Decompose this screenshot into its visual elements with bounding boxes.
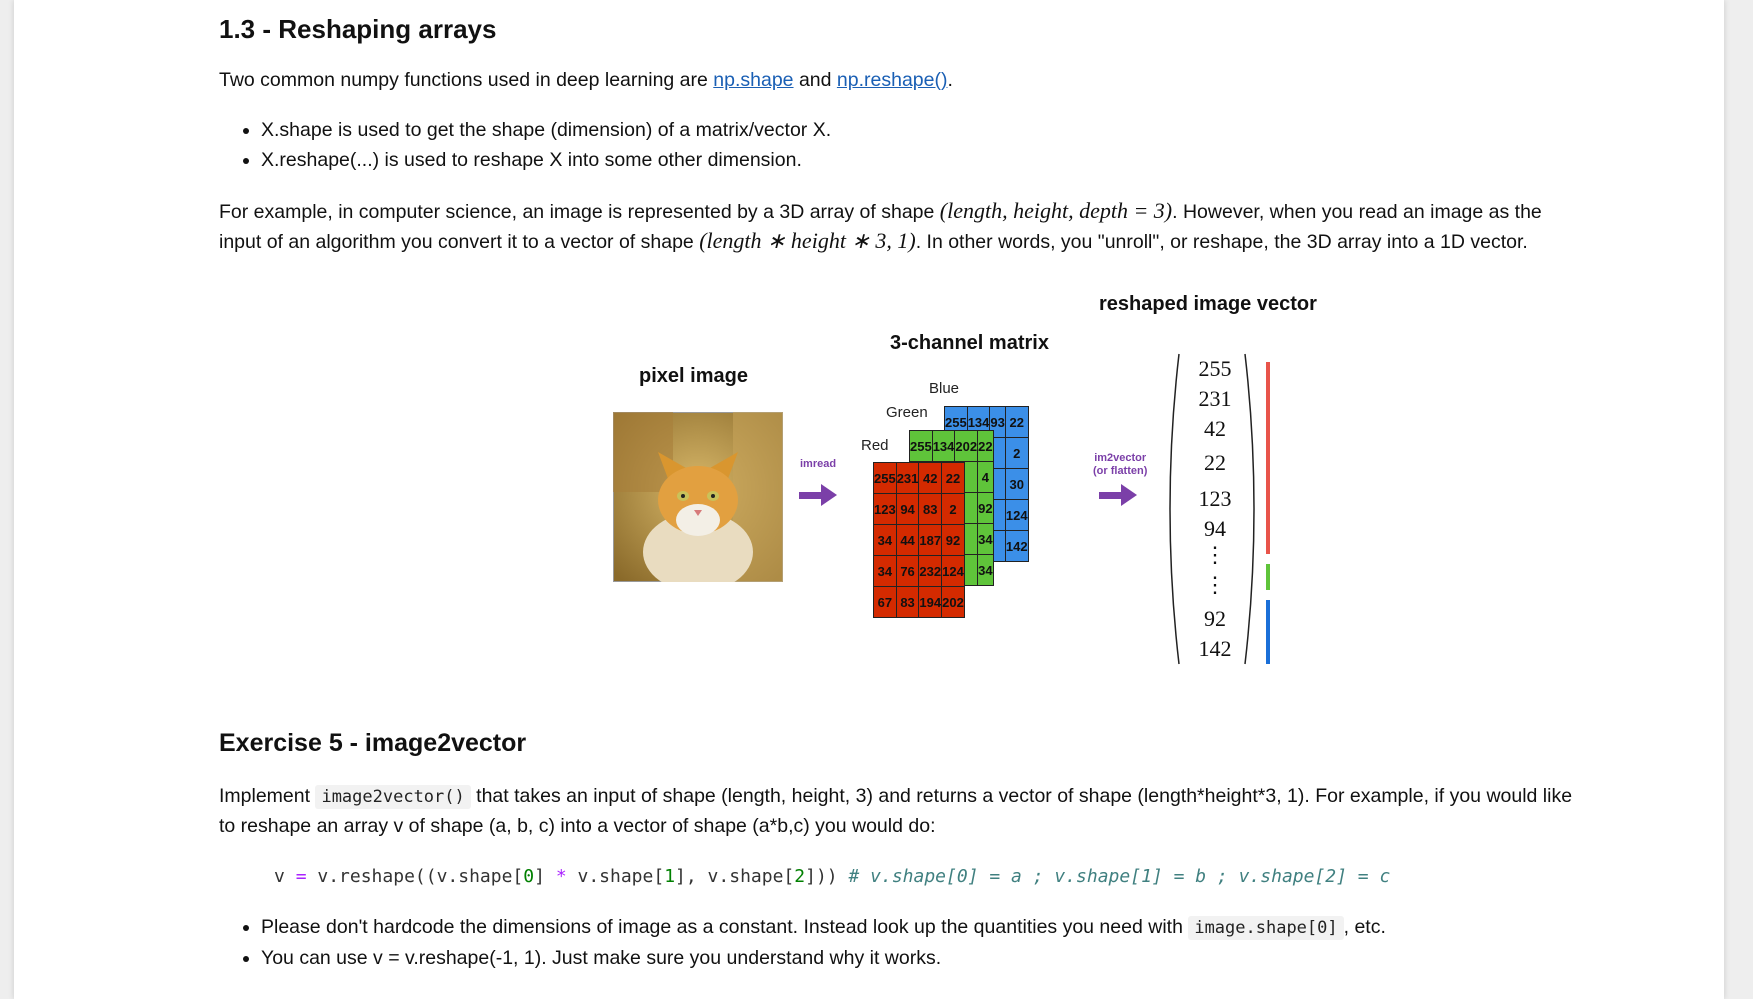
red-channel-label: Red [861,437,889,454]
list-item: • You can use v = v.reshape(-1, 1). Just make sure you understand why it works. [261,943,1386,973]
inline-code: image.shape[0] [1188,916,1343,940]
red-channel-cell: 187 [919,525,942,556]
list-item: • X.reshape(...) is used to reshape X into some other dimension. [261,145,831,175]
blue-channel-cell: 30 [1005,469,1028,500]
vector-value: 123 [1198,486,1232,511]
green-channel-cell: 34 [978,524,993,555]
imread-label: imread [800,458,837,470]
green-channel-cell: 202 [955,431,978,462]
imread-arrow-icon [799,482,839,508]
vector-value: 22 [1204,450,1226,475]
exercise-bullets [239,912,1386,973]
green-channel-row [910,431,994,462]
blue-channel-cell: 124 [1005,500,1028,531]
np-reshape-link[interactable]: np.reshape() [836,69,948,91]
red-channel-cell: 255 [874,463,897,494]
vector-value: ⋮ [1204,572,1226,597]
exercise-heading: Exercise 5 - image2vector [219,729,527,757]
red-channel-row [874,556,965,587]
red-channel-cell: 76 [896,556,919,587]
red-channel-row [874,587,965,618]
green-channel-cell: 92 [978,493,993,524]
blue-channel-cell: 134 [967,407,990,438]
red-channel-cell: 83 [896,587,919,618]
red-channel-cell: 94 [896,494,919,525]
inline-code: image2vector() [315,785,470,809]
exercise-paragraph-line-1: Implement image2vector() that takes an input of shape (length, height, 3) and returns a vector of shape (length*height*3, 1). For example, if you would like [219,785,1573,807]
red-channel-row [874,494,965,525]
list-item: • Please don't hardcode the dimensions of image as a constant. Instead look up the quantities you need with image.shape[0] , etc. [261,912,1386,943]
red-channel-cell: 22 [942,463,965,494]
green-channel-cell: 22 [978,431,993,462]
example-line-1: For example, in computer science, an image is represented by a 3D array of shape (length, height, depth = 3). However, when you read an image as the [219,198,1542,223]
im2vector-label: im2vector (or flatten) [1093,452,1148,477]
vector-value: 42 [1204,416,1226,441]
exercise-paragraph-line-2: to reshape an array v of shape (a, b, c) into a vector of shape (a*b,c) you would do: [219,815,936,837]
vector-value: 255 [1198,356,1232,381]
red-channel-grid [873,462,965,618]
green-channel-cell: 134 [932,431,955,462]
red-channel-cell: 194 [919,587,942,618]
red-channel-cell: 2 [942,494,965,525]
red-channel-cell: 34 [874,556,897,587]
code-example: v = v.reshape((v.shape[0] * v.shape[1], v.shape[2])) # v.shape[0] = a ; v.shape[1] = b ; v.shape[2] = c [274,866,1391,887]
red-channel-cell: 83 [919,494,942,525]
example-line-2: input of an algorithm you convert it to a vector of shape (length ∗ height ∗ 3, 1). In other words, you "unroll", or reshape, the 3D array into a 1D vector. [219,228,1528,253]
im2vector-arrow-icon [1099,482,1139,508]
green-channel-label: Green [886,404,928,421]
red-channel-cell: 231 [896,463,919,494]
vector-value: ⋮ [1204,542,1226,567]
red-channel-cell: 232 [919,556,942,587]
cat-photo [613,412,783,582]
blue-channel-cell: 142 [1005,531,1028,562]
red-channel-cell: 44 [896,525,919,556]
blue-channel-cell: 22 [1005,407,1028,438]
red-channel-cell: 124 [942,556,965,587]
red-channel-cell: 92 [942,525,965,556]
vector-value: 92 [1204,606,1226,631]
blue-channel-label: Blue [929,380,960,397]
green-channel-cell: 34 [978,555,993,586]
matrix-label: 3-channel matrix [890,332,1049,354]
vector-value: 142 [1198,636,1232,661]
red-channel-cell: 42 [919,463,942,494]
red-channel-cell: 123 [874,494,897,525]
section-heading: 1.3 - Reshaping arrays [219,14,497,44]
blue-channel-cell: 255 [945,407,968,438]
green-channel-cell: 255 [910,431,933,462]
shape-bullets [239,115,831,175]
list-item: • X.shape is used to get the shape (dimension) of a matrix/vector X. [261,115,831,145]
red-channel-cell: 202 [942,587,965,618]
blue-channel-cell: 93 [990,407,1005,438]
vector-value: 94 [1204,516,1226,541]
green-channel-cell: 4 [978,462,993,493]
intro-paragraph: Two common numpy functions used in deep learning are np.shape and np.reshape(). [219,69,953,91]
notebook-page [14,0,1724,999]
vector-label: reshaped image vector [1099,293,1317,315]
red-stripe [1266,362,1270,554]
blue-stripe [1266,600,1270,664]
blue-channel-cell: 2 [1005,438,1028,469]
pixel-image-label: pixel image [639,365,748,387]
vector-value: 231 [1198,386,1232,411]
np-shape-link[interactable]: np.shape [713,69,794,91]
green-stripe [1266,564,1270,590]
red-channel-row [874,525,965,556]
red-channel-row [874,463,965,494]
red-channel-cell: 67 [874,587,897,618]
red-channel-cell: 34 [874,525,897,556]
